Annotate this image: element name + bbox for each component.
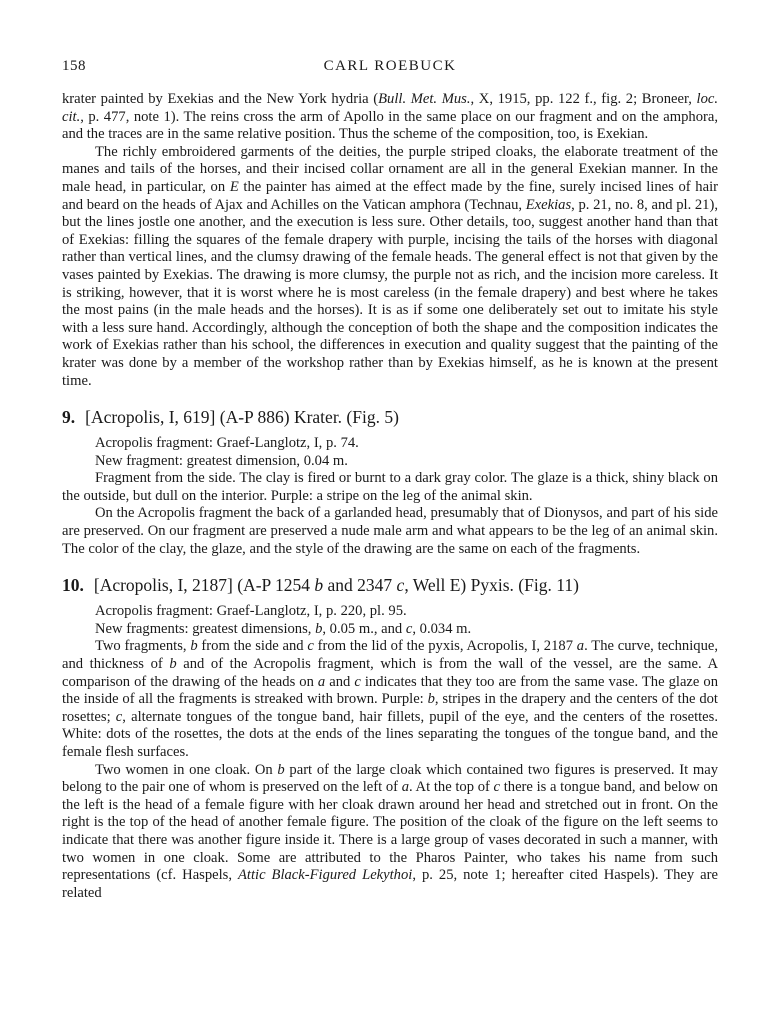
paragraph-exekian-manner: The richly embroidered garments of the deities, the purple striped cloaks, the elaborate treatment of the manes and tails of the horses, and their incised collar ornament are all in the general Exekian manner. In the male head, in particular, on E the painter has aimed at the effect made by the fine, surely incised lines of hair and beard on the heads of Ajax and Achilles on the Vatican amphora (Technau, Exekias, p. 21, no. 8, and pl. 21), but the lines jostle one another, and the execution is less sure. Other details, too, suggest another hand than that of Exekias: filling the squares of the female drapery with purple, incising the tails of the horses with diagonal rather than vertical lines, and the clumsy drawing of the female heads. The general effect is not that given by the vases painted by Exekias. The drawing is more clumsy, the purple not as rich, and the incision more careless. It is striking, however, that it is worst where he is most careless (in the female drapery) and best where he takes the most pains (in the male heads and the horses). It is as if some one deliberately set out to imitate his style with a less sure hand. Accordingly, although the conception of both the shape and the composition indicates the work of Exekias rather than his school, the differences in execution and quality suggest that the painting of the krater was done by a member of the workshop rather than by Exekias himself, as he is known at the present time. [62,143,718,389]
section-9-paragraph-description: Fragment from the side. The clay is fired or burnt to a dark gray color. The glaze is a thick, shiny black on the outside, but dull on the interior. Purple: a stripe on the leg of the animal skin. [62,470,718,504]
page-number: 158 [62,58,86,74]
section-10-heading: 10. [Acropolis, I, 2187] (A-P 1254 b and 2347 c, Well E) Pyxis. (Fig. 11) [62,575,579,596]
section-9-paragraph-comparison: On the Acropolis fragment the back of a garlanded head, presumably that of Dionysos, and part of his side are preserved. On our fragment are preserved a nude male arm and what appears to be the leg of an animal skin. The color of the clay, the glaze, and the style of the drawing are the same on each of the fragments. [62,505,718,557]
section-10-line-acropolis-fragment: Acropolis fragment: Graef-Langlotz, I, p. 220, pl. 95. [95,603,407,620]
running-head: CARL ROEBUCK [323,58,457,74]
section-9-heading: 9. [Acropolis, I, 619] (A-P 886) Krater. (Fig. 5) [62,407,399,428]
section-9-line-new-fragment: New fragment: greatest dimension, 0.04 m. [95,452,348,469]
section-10-paragraph-two-women: Two women in one cloak. On b part of the large cloak which contained two figures is preserved. It may belong to the pair one of whom is preserved on the left of a. At the top of c there is a tongue band, and below on the left is the head of a female figure with her cloak drawn around her head and stretched out in front. On the right is the top of the head of another female figure. The position of the cloak of the figure on the left seems to indicate that there was another figure inside it. There is a large group of vases decorated in such a manner, with two women in one cloak. Some are attributed to the Pharos Painter, who takes his name from such representations (cf. Haspels, Attic Black-Figured Lekythoi, p. 25, note 1; hereafter cited Haspels). They are related [62,761,718,901]
paragraph-continuation: krater painted by Exekias and the New York hydria (Bull. Met. Mus., X, 1915, pp. 122 f., fig. 2; Broneer, loc. cit., p. 477, note 1). The reins cross the arm of Apollo in the same place on our fragment and on the amphora, and the traces are in the same relative position. Thus the scheme of the composition, too, is Exekian. [62,91,718,143]
body-text [62,91,718,902]
section-10-paragraph-fragments: Two fragments, b from the side and c from the lid of the pyxis, Acropolis, I, 2187 a. The curve, technique, and thickness of b and of the Acropolis fragment, which is from the wall of the vessel, are the same. A comparison of the drawing of the heads on a and c indicates that they too are from the same vase. The glaze on the inside of all the fragments is streaked with brown. Purple: b, stripes in the drapery and the centers of the dot rosettes; c, alternate tongues of the tongue band, hair fillets, pupil of the eye, and the centers of the rosettes. White: dots of the rosettes, the dots at the ends of the lines separating the tongues of the tongue band, and the female flesh surfaces. [62,638,719,760]
page-header [62,58,718,80]
section-9-line-acropolis-fragment: Acropolis fragment: Graef-Langlotz, I, p. 74. [95,435,359,452]
section-10-line-new-fragments: New fragments: greatest dimensions, b, 0.05 m., and c, 0.034 m. [95,620,472,637]
